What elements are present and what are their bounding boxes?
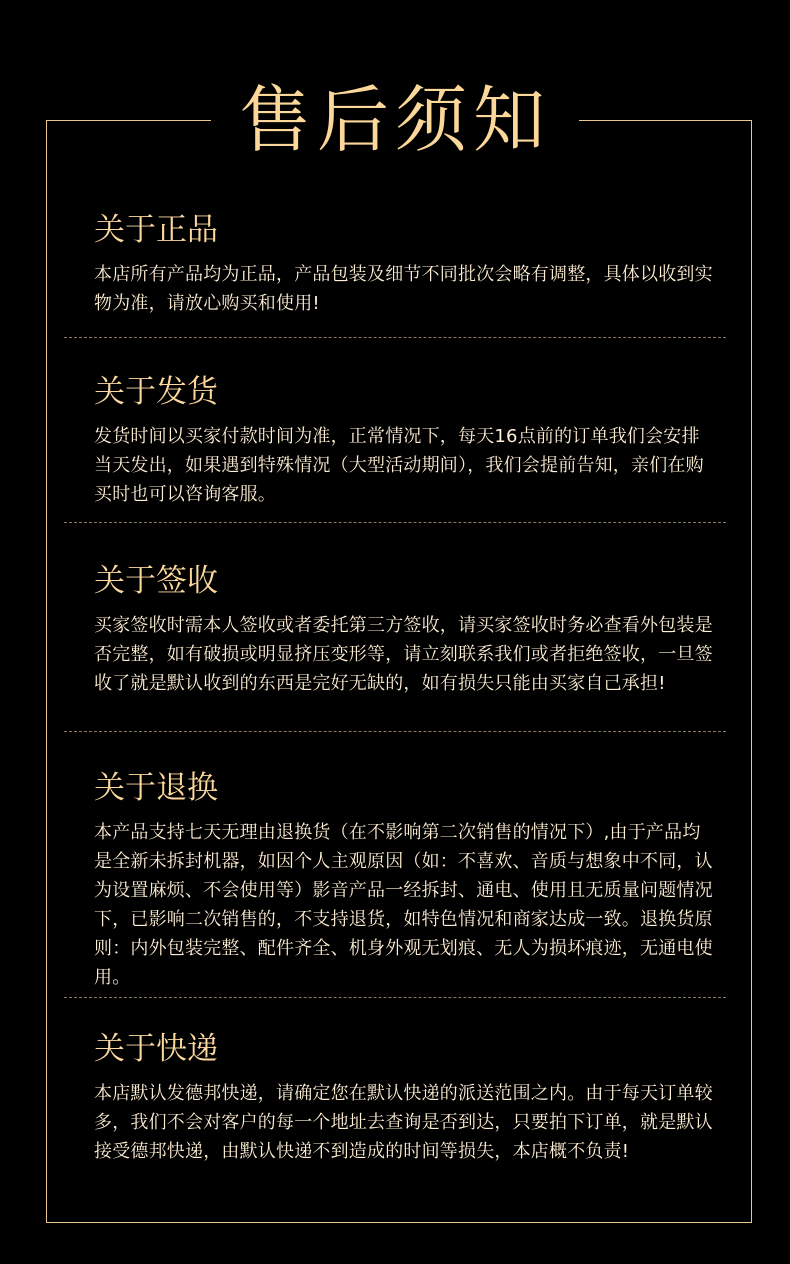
section-heading: 关于退换 — [94, 770, 218, 806]
section-body: 发货时间以买家付款时间为准，正常情况下，每天16点前的订单我们会安排当天发出，如果遇到特殊情况（大型活动期间），我们会提前告知，亲们在购买时也可以咨询客服。 — [94, 426, 704, 505]
section-heading: 关于快递 — [94, 1031, 218, 1067]
title-area — [0, 70, 790, 170]
section-divider — [64, 731, 726, 732]
section-heading: 关于正品 — [94, 212, 218, 248]
section-heading: 关于签收 — [94, 563, 218, 599]
section-divider — [64, 337, 726, 338]
section-authentic — [94, 210, 714, 318]
section-heading: 关于发货 — [94, 374, 218, 410]
section-body: 本产品支持七天无理由退换货（在不影响第二次销售的情况下）,由于产品均是全新未拆封机器，如因个人主观原因（如：不喜欢、音质与想象中不同，认为设置麻烦、不会使用等）影音产品一经拆封、通电、使用且无质量问题情况下，已影响二次销售的，不支持退货，如特色情况和商家达成一致。退换货原则：内外包装完整、配件齐全、机身外观无划痕、无人为损坏痕迹，无通电使用。 — [94, 822, 713, 988]
section-signing — [94, 561, 714, 698]
section-returns — [94, 768, 714, 992]
section-shipping — [94, 372, 714, 509]
section-express — [94, 1029, 714, 1166]
page-title: 售后须知 — [211, 70, 579, 170]
section-body: 买家签收时需本人签收或者委托第三方签收，请买家签收时务必查看外包装是否完整，如有破损或明显挤压变形等，请立刻联系我们或者拒绝签收，一旦签收了就是默认收到的东西是完好无缺的，如有损失只能由买家自己承担! — [94, 615, 713, 694]
section-body: 本店默认发德邦快递，请确定您在默认快递的派送范围之内。由于每天订单较多，我们不会对客户的每一个地址去查询是否到达，只要拍下订单，就是默认接受德邦快递，由默认快递不到造成的时间等损失，本店概不负责! — [94, 1083, 713, 1162]
section-body: 本店所有产品均为正品，产品包装及细节不同批次会略有调整，具体以收到实物为准，请放心购买和使用! — [94, 264, 713, 314]
section-divider — [64, 522, 726, 523]
section-divider — [64, 997, 726, 998]
